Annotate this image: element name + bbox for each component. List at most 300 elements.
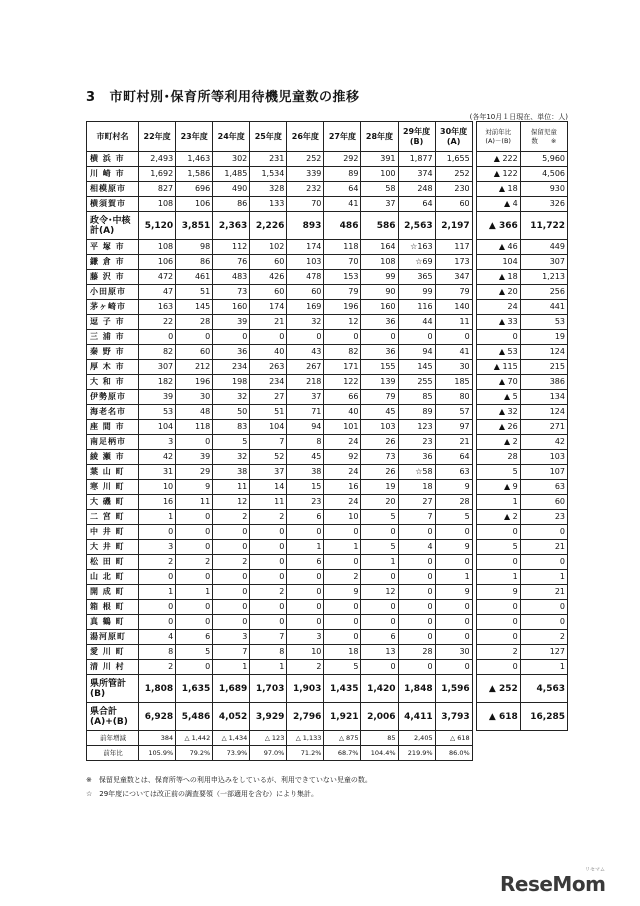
- cell-value: 252: [287, 152, 324, 167]
- table-row: [87, 405, 568, 420]
- header-year: 30年度 (A): [435, 122, 472, 152]
- cell-value: 5: [176, 645, 213, 660]
- cell-reserved: 930: [520, 182, 567, 197]
- page-title: [86, 86, 360, 105]
- cell-value: 18: [398, 480, 435, 495]
- cell-value: 4,052: [213, 703, 250, 731]
- cell-value: 0: [398, 525, 435, 540]
- cell-value: 14: [250, 480, 287, 495]
- resemom-logo-sub: リセマム: [585, 867, 605, 873]
- cell-value: 70: [324, 255, 361, 270]
- cell-value: △ 875: [324, 731, 361, 746]
- cell-reserved: 124: [520, 345, 567, 360]
- cell-value: 292: [324, 152, 361, 167]
- cell-reserved: 11,722: [520, 212, 567, 240]
- cell-value: △ 618: [435, 731, 472, 746]
- cell-value: 64: [324, 182, 361, 197]
- cell-value: 219.9%: [398, 746, 435, 761]
- cell-value: 0: [324, 615, 361, 630]
- cell-value: 94: [398, 345, 435, 360]
- cell-reserved: 103: [520, 450, 567, 465]
- cell-value: 36: [398, 450, 435, 465]
- table-row: [87, 510, 568, 525]
- cell-value: 60: [176, 345, 213, 360]
- cell-value: △ 123: [250, 731, 287, 746]
- cell-value: 478: [287, 270, 324, 285]
- cell-value: 32: [287, 315, 324, 330]
- title-number: 3: [86, 90, 96, 105]
- cell-value: 64: [435, 450, 472, 465]
- cell-value: 1,485: [213, 167, 250, 182]
- cell-value: 182: [139, 375, 176, 390]
- cell-value: 27: [250, 390, 287, 405]
- resemom-logo: ReseMom: [500, 872, 606, 896]
- cell-value: 486: [324, 212, 361, 240]
- cell-reserved: 1: [520, 660, 567, 675]
- cell-value: 108: [139, 240, 176, 255]
- cell-value: 105.9%: [139, 746, 176, 761]
- cell-reserved: 1: [520, 570, 567, 585]
- cell-value: 73: [361, 450, 398, 465]
- cell-diff: 0: [476, 555, 520, 570]
- cell-value: 0: [361, 570, 398, 585]
- cell-value: 0: [213, 525, 250, 540]
- cell-value: 0: [287, 600, 324, 615]
- cell-value: 2,493: [139, 152, 176, 167]
- cell-value: 60: [250, 255, 287, 270]
- cell-value: 234: [213, 360, 250, 375]
- cell-diff: ▲ 9: [476, 480, 520, 495]
- cell-value: 28: [435, 495, 472, 510]
- cell-value: 123: [398, 420, 435, 435]
- cell-value: 2: [139, 555, 176, 570]
- cell-value: 4: [139, 630, 176, 645]
- row-name: 逗 子 市: [87, 315, 139, 330]
- cell-value: 47: [139, 285, 176, 300]
- row-name: 横 浜 市: [87, 152, 139, 167]
- cell-value: 60: [287, 285, 324, 300]
- cell-value: 6: [176, 630, 213, 645]
- cell-value: 3,851: [176, 212, 213, 240]
- cell-value: 86: [213, 197, 250, 212]
- cell-value: 48: [176, 405, 213, 420]
- cell-value: 0: [398, 330, 435, 345]
- cell-value: 103: [287, 255, 324, 270]
- cell-value: 2,563: [398, 212, 435, 240]
- cell-value: 6: [287, 555, 324, 570]
- cell-value: 112: [213, 240, 250, 255]
- summary-row: [87, 746, 568, 761]
- cell-reserved: 23: [520, 510, 567, 525]
- table-row: [87, 585, 568, 600]
- cell-value: 232: [287, 182, 324, 197]
- table-row: [87, 285, 568, 300]
- cell-value: 32: [213, 390, 250, 405]
- row-name: 真 鶴 町: [87, 615, 139, 630]
- cell-diff: ▲ 115: [476, 360, 520, 375]
- row-name: 大 井 町: [87, 540, 139, 555]
- cell-diff: ▲ 252: [476, 675, 520, 703]
- cell-value: 0: [139, 330, 176, 345]
- cell-value: ☆58: [398, 465, 435, 480]
- cell-value: 82: [139, 345, 176, 360]
- cell-value: 9: [176, 480, 213, 495]
- cell-value: 68.7%: [324, 746, 361, 761]
- header-year: 28年度: [361, 122, 398, 152]
- table-row: [87, 420, 568, 435]
- cell-value: 347: [435, 270, 472, 285]
- cell-value: 472: [139, 270, 176, 285]
- table-row: [87, 270, 568, 285]
- cell-diff: ▲ 18: [476, 270, 520, 285]
- cell-value: 212: [176, 360, 213, 375]
- cell-value: 185: [435, 375, 472, 390]
- cell-value: 2,197: [435, 212, 472, 240]
- cell-value: 36: [361, 345, 398, 360]
- cell-value: 8: [250, 645, 287, 660]
- cell-value: 248: [398, 182, 435, 197]
- cell-value: 71: [287, 405, 324, 420]
- row-name: 小田原市: [87, 285, 139, 300]
- cell-diff: ▲ 4: [476, 197, 520, 212]
- cell-value: 0: [287, 330, 324, 345]
- cell-value: 0: [435, 555, 472, 570]
- table-row: [87, 375, 568, 390]
- cell-diff: 0: [476, 330, 520, 345]
- cell-value: 0: [250, 525, 287, 540]
- cell-value: 38: [287, 465, 324, 480]
- cell-value: 9: [435, 585, 472, 600]
- cell-diff: ▲ 5: [476, 390, 520, 405]
- row-name: 大 磯 町: [87, 495, 139, 510]
- cell-reserved: 60: [520, 495, 567, 510]
- cell-value: 4: [398, 540, 435, 555]
- cell-diff: 5: [476, 540, 520, 555]
- cell-value: 57: [435, 405, 472, 420]
- cell-diff: ▲ 70: [476, 375, 520, 390]
- cell-value: 73: [213, 285, 250, 300]
- cell-value: 51: [250, 405, 287, 420]
- cell-value: 30: [435, 360, 472, 375]
- table-row: [87, 525, 568, 540]
- cell-value: 10: [139, 480, 176, 495]
- row-name: 川 崎 市: [87, 167, 139, 182]
- cell-value: 1,692: [139, 167, 176, 182]
- cell-value: 1,689: [213, 675, 250, 703]
- cell-value: 1,596: [435, 675, 472, 703]
- table-row: [87, 212, 568, 240]
- cell-value: 86.0%: [435, 746, 472, 761]
- table-row: [87, 465, 568, 480]
- cell-value: 1,808: [139, 675, 176, 703]
- table-row: [87, 555, 568, 570]
- cell-diff: 0: [476, 525, 520, 540]
- cell-value: 118: [176, 420, 213, 435]
- cell-value: 3,929: [250, 703, 287, 731]
- cell-value: 2: [250, 510, 287, 525]
- cell-value: 31: [139, 465, 176, 480]
- cell-value: ☆69: [398, 255, 435, 270]
- row-name: 葉 山 町: [87, 465, 139, 480]
- row-name: 松 田 町: [87, 555, 139, 570]
- cell-value: 0: [398, 570, 435, 585]
- cell-value: 1: [139, 510, 176, 525]
- cell-value: 44: [398, 315, 435, 330]
- header-reserved: 保留児童 数 ※: [520, 122, 567, 152]
- empty-cell: [476, 746, 520, 761]
- cell-value: 1,903: [287, 675, 324, 703]
- cell-value: 0: [398, 585, 435, 600]
- cell-value: 133: [250, 197, 287, 212]
- cell-reserved: 441: [520, 300, 567, 315]
- cell-diff: 104: [476, 255, 520, 270]
- cell-value: 2: [213, 510, 250, 525]
- cell-value: ☆163: [398, 240, 435, 255]
- cell-value: 70: [287, 197, 324, 212]
- header-year: 29年度 (B): [398, 122, 435, 152]
- cell-value: 28: [176, 315, 213, 330]
- table-row: [87, 315, 568, 330]
- cell-value: 36: [213, 345, 250, 360]
- cell-value: 0: [287, 525, 324, 540]
- cell-value: 426: [250, 270, 287, 285]
- cell-reserved: 0: [520, 525, 567, 540]
- cell-value: 0: [213, 540, 250, 555]
- cell-value: 42: [139, 450, 176, 465]
- cell-reserved: 127: [520, 645, 567, 660]
- cell-value: 2: [213, 555, 250, 570]
- cell-value: 85: [361, 731, 398, 746]
- cell-value: 7: [250, 435, 287, 450]
- cell-value: 37: [361, 197, 398, 212]
- table-row: [87, 390, 568, 405]
- cell-value: 1: [361, 555, 398, 570]
- cell-value: 103: [361, 420, 398, 435]
- cell-value: 116: [398, 300, 435, 315]
- cell-value: 117: [435, 240, 472, 255]
- cell-value: 80: [435, 390, 472, 405]
- cell-value: 1,921: [324, 703, 361, 731]
- cell-value: 9: [324, 585, 361, 600]
- table-row: [87, 675, 568, 703]
- cell-reserved: 2: [520, 630, 567, 645]
- cell-value: 234: [250, 375, 287, 390]
- row-name: 寒 川 町: [87, 480, 139, 495]
- cell-value: 26: [361, 435, 398, 450]
- cell-value: 0: [176, 510, 213, 525]
- cell-value: 1: [324, 540, 361, 555]
- cell-value: 41: [435, 345, 472, 360]
- cell-value: 0: [398, 600, 435, 615]
- row-name: 箱 根 町: [87, 600, 139, 615]
- cell-value: 1,877: [398, 152, 435, 167]
- cell-value: 0: [287, 585, 324, 600]
- cell-value: 1: [435, 570, 472, 585]
- cell-value: 12: [213, 495, 250, 510]
- cell-value: 100: [361, 167, 398, 182]
- cell-value: 384: [139, 731, 176, 746]
- cell-value: 171: [324, 360, 361, 375]
- row-name: 厚 木 市: [87, 360, 139, 375]
- table-row: [87, 360, 568, 375]
- cell-value: 2,006: [361, 703, 398, 731]
- cell-value: 82: [324, 345, 361, 360]
- cell-value: 2,226: [250, 212, 287, 240]
- cell-value: 7: [398, 510, 435, 525]
- table-row: [87, 645, 568, 660]
- cell-value: 45: [361, 405, 398, 420]
- cell-value: 0: [398, 630, 435, 645]
- row-name: 鎌 倉 市: [87, 255, 139, 270]
- cell-value: △ 1,434: [213, 731, 250, 746]
- row-name: 県所管計 (B): [87, 675, 139, 703]
- cell-reserved: 5,960: [520, 152, 567, 167]
- cell-value: 0: [176, 435, 213, 450]
- cell-value: 3: [139, 435, 176, 450]
- table-row: [87, 660, 568, 675]
- cell-value: 58: [361, 182, 398, 197]
- cell-value: 5: [435, 510, 472, 525]
- note-star: ☆ 29年度については改正前の調査要領（一部適用を含む）により集計。: [86, 790, 319, 798]
- cell-value: 99: [361, 270, 398, 285]
- cell-value: 0: [324, 600, 361, 615]
- cell-reserved: 307: [520, 255, 567, 270]
- cell-value: 39: [213, 315, 250, 330]
- cell-value: 104: [250, 420, 287, 435]
- cell-value: 0: [361, 330, 398, 345]
- cell-diff: ▲ 2: [476, 435, 520, 450]
- cell-value: 64: [398, 197, 435, 212]
- cell-value: 0: [176, 525, 213, 540]
- cell-value: 196: [176, 375, 213, 390]
- cell-value: 30: [176, 390, 213, 405]
- cell-value: 0: [176, 570, 213, 585]
- cell-value: △ 1,133: [287, 731, 324, 746]
- row-name: 海老名市: [87, 405, 139, 420]
- cell-value: 461: [176, 270, 213, 285]
- cell-value: 122: [324, 375, 361, 390]
- cell-value: 0: [250, 555, 287, 570]
- cell-value: 23: [398, 435, 435, 450]
- cell-value: 94: [287, 420, 324, 435]
- cell-value: 106: [139, 255, 176, 270]
- cell-reserved: 449: [520, 240, 567, 255]
- cell-value: 102: [250, 240, 287, 255]
- cell-value: 71.2%: [287, 746, 324, 761]
- cell-diff: 5: [476, 465, 520, 480]
- cell-value: 374: [398, 167, 435, 182]
- cell-value: 365: [398, 270, 435, 285]
- cell-value: 0: [176, 540, 213, 555]
- cell-value: 7: [213, 645, 250, 660]
- cell-value: 0: [176, 660, 213, 675]
- cell-value: 160: [213, 300, 250, 315]
- cell-value: 38: [213, 465, 250, 480]
- row-name: 山 北 町: [87, 570, 139, 585]
- table-row: [87, 570, 568, 585]
- cell-value: 11: [176, 495, 213, 510]
- cell-value: 50: [213, 405, 250, 420]
- cell-value: 66: [324, 390, 361, 405]
- cell-value: 1,586: [176, 167, 213, 182]
- row-name: 中 井 町: [87, 525, 139, 540]
- cell-value: 196: [324, 300, 361, 315]
- row-name: 前年比: [87, 746, 139, 761]
- cell-reserved: 21: [520, 585, 567, 600]
- row-name: 伊勢原市: [87, 390, 139, 405]
- cell-diff: ▲ 46: [476, 240, 520, 255]
- cell-value: 2,363: [213, 212, 250, 240]
- header-diff: 対前年比 (A)－(B): [476, 122, 520, 152]
- cell-diff: 0: [476, 660, 520, 675]
- row-name: 相模原市: [87, 182, 139, 197]
- cell-value: 0: [435, 330, 472, 345]
- cell-value: 0: [435, 615, 472, 630]
- cell-value: 45: [287, 450, 324, 465]
- cell-value: 106: [176, 197, 213, 212]
- cell-value: 1,848: [398, 675, 435, 703]
- cell-value: 0: [287, 570, 324, 585]
- cell-diff: 0: [476, 600, 520, 615]
- cell-diff: 28: [476, 450, 520, 465]
- table-row: [87, 152, 568, 167]
- cell-value: 0: [250, 615, 287, 630]
- cell-value: 8: [287, 435, 324, 450]
- cell-value: 98: [176, 240, 213, 255]
- cell-value: 174: [287, 240, 324, 255]
- row-name: 湯河原町: [87, 630, 139, 645]
- note-reserved: ※ 保留児童数とは、保育所等への利用申込みをしているが、利用できていない児童の数。: [86, 776, 372, 784]
- cell-value: 0: [398, 555, 435, 570]
- header-year: 24年度: [213, 122, 250, 152]
- cell-value: 0: [435, 660, 472, 675]
- table-row: [87, 255, 568, 270]
- cell-value: 0: [176, 600, 213, 615]
- row-name: 座 間 市: [87, 420, 139, 435]
- cell-value: 79: [361, 390, 398, 405]
- cell-value: 13: [361, 645, 398, 660]
- cell-diff: ▲ 122: [476, 167, 520, 182]
- unit-note: (各年10月１日現在、単位：人): [469, 113, 568, 121]
- cell-value: 89: [398, 405, 435, 420]
- cell-value: 1,655: [435, 152, 472, 167]
- cell-value: 21: [435, 435, 472, 450]
- cell-value: 5: [213, 435, 250, 450]
- cell-value: 108: [361, 255, 398, 270]
- cell-value: 0: [324, 525, 361, 540]
- cell-value: 101: [324, 420, 361, 435]
- cell-value: 2,405: [398, 731, 435, 746]
- cell-value: 1,703: [250, 675, 287, 703]
- cell-value: 0: [250, 570, 287, 585]
- cell-value: 9: [435, 540, 472, 555]
- cell-value: 0: [435, 630, 472, 645]
- cell-value: 79.2%: [176, 746, 213, 761]
- row-name: 南足柄市: [87, 435, 139, 450]
- cell-value: 22: [139, 315, 176, 330]
- cell-value: 1,435: [324, 675, 361, 703]
- cell-value: 30: [435, 645, 472, 660]
- cell-value: 2,796: [287, 703, 324, 731]
- table-row: [87, 182, 568, 197]
- row-name: 二 宮 町: [87, 510, 139, 525]
- cell-value: 40: [324, 405, 361, 420]
- cell-value: 391: [361, 152, 398, 167]
- cell-value: 145: [176, 300, 213, 315]
- cell-diff: 0: [476, 615, 520, 630]
- cell-diff: ▲ 32: [476, 405, 520, 420]
- cell-value: 252: [435, 167, 472, 182]
